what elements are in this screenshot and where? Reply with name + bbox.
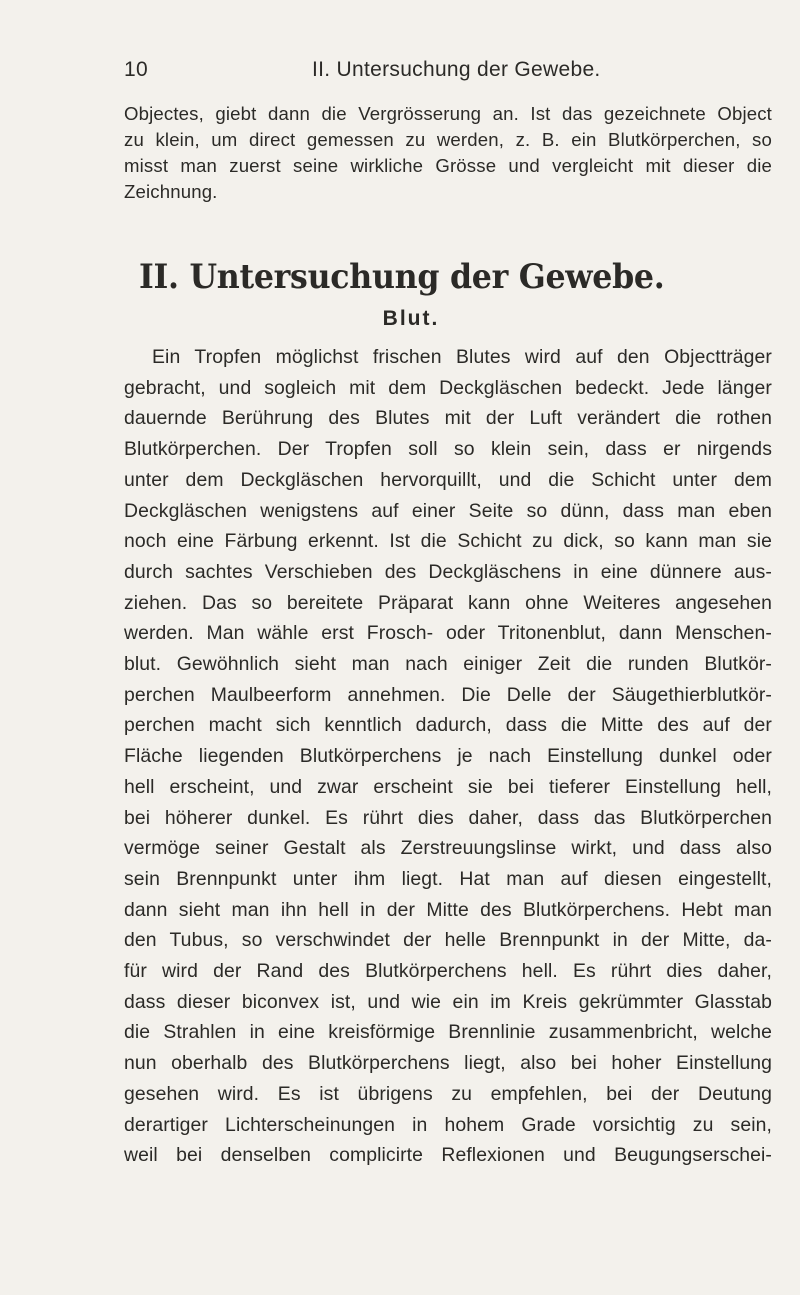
text-line: dann sieht man ihn hell in der Mitte des Blutkörperchens. Hebt man [124, 898, 772, 921]
text-line: zu klein, um direct gemessen zu werden, z. B. ein Blutkörperchen, so [124, 129, 772, 150]
text-line: durch sachtes Verschieben des Deckgläschens in eine dünnere aus- [124, 560, 772, 583]
text-line: blut. Gewöhnlich sieht man nach einiger Zeit die runden Blutkör- [124, 653, 772, 676]
text-line: unter dem Deckgläschen hervorquillt, und die Schicht unter dem [124, 468, 772, 491]
text-line: misst man zuerst seine wirkliche Grösse und vergleicht mit dieser die [124, 155, 772, 176]
text-line: dass dieser biconvex ist, und wie ein im Kreis gekrümmter Glasstab [124, 990, 772, 1013]
text-line: perchen macht sich kenntlich dadurch, dass die Mitte des auf der [124, 714, 772, 737]
subsection-heading: Blut. [382, 307, 440, 330]
body-paragraph [124, 342, 772, 1171]
text-line: weil bei denselben complicirte Reflexionen und Beugungserschei- [124, 1144, 772, 1167]
text-line: sein Brennpunkt unter ihm liegt. Hat man auf diesen eingestellt, [124, 867, 772, 890]
text-line: werden. Man wähle erst Frosch- oder Tritonenblut, dann Menschen- [124, 622, 772, 645]
running-header-title: II. Untersuchung der Gewebe. [312, 58, 601, 81]
text-line: Fläche liegenden Blutkörperchens je nach Einstellung dunkel oder [124, 745, 772, 768]
text-line: die Strahlen in eine kreisförmige Brennlinie zusammenbricht, welche [124, 1021, 772, 1044]
text-line: Ein Tropfen möglichst frischen Blutes wird auf den Objectträger [152, 346, 772, 368]
text-line: vermöge seiner Gestalt als Zerstreuungslinse wirkt, und dass also [124, 837, 772, 860]
text-line: den Tubus, so verschwindet der helle Brennpunkt in der Mitte, da- [124, 929, 772, 952]
text-line: Blutkörperchen. Der Tropfen soll so klein sein, dass er nirgends [124, 438, 772, 461]
text-line: bei höherer dunkel. Es rührt dies daher, dass das Blutkörperchen [124, 806, 772, 829]
text-line: gebracht, und sogleich mit dem Deckgläschen bedeckt. Jede länger [124, 376, 772, 399]
section-heading: II. Untersuchung der Gewebe. [139, 257, 665, 297]
page-number: 10 [124, 58, 148, 81]
text-line: noch eine Färbung erkennt. Ist die Schicht zu dick, so kann man sie [124, 530, 772, 553]
text-line: Zeichnung. [124, 181, 218, 202]
text-line: Objectes, giebt dann die Vergrösserung an. Ist das gezeichnete Object [124, 103, 772, 124]
text-line: für wird der Rand des Blutkörperchens hell. Es rührt dies daher, [124, 960, 772, 983]
text-line: Deckgläschen wenigstens auf einer Seite so dünn, dass man eben [124, 499, 772, 522]
text-line: nun oberhalb des Blutkörperchens liegt, also bei hoher Einstellung [124, 1052, 772, 1075]
running-header [124, 58, 764, 88]
text-line: dauernde Berührung des Blutes mit der Luft verändert die rothen [124, 407, 772, 430]
text-line: hell erscheint, und zwar erscheint sie bei tieferer Einstellung hell, [124, 775, 772, 798]
text-line: ziehen. Das so bereitete Präparat kann ohne Weiteres angesehen [124, 591, 772, 614]
text-line: gesehen wird. Es ist übrigens zu empfehlen, bei der Deutung [124, 1082, 772, 1105]
intro-paragraph [124, 101, 772, 205]
text-line: perchen Maulbeerform annehmen. Die Delle der Säugethierblutkör- [124, 683, 772, 706]
text-line: derartiger Lichterscheinungen in hohem Grade vorsichtig zu sein, [124, 1113, 772, 1136]
